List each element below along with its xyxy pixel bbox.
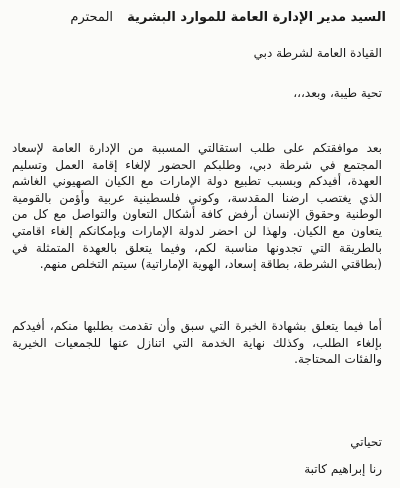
signature-name: رنا إبراهيم كاتبة (304, 462, 382, 476)
greeting: تحية طيبة، وبعد،،، (293, 86, 382, 100)
addressee: السيد مدير الإدارة العامة للموارد البشرية (127, 10, 386, 25)
department: القيادة العامة لشرطة دبي (253, 46, 382, 60)
body-paragraph-1: بعد موافقتكم على طلب استقالتي المسببة من الإدارة العامة لإسعاد المجتمع في شرطة دبي، وطلبكم الحضور لإلغاء إقامة العمل وتسليم العهدة، أفيدكم وبسبب تطبيع دولة الإمارات مع الكيان الصهيوني الغاشم الذي يغتصب ارضنا المقدسة، وكوني فلسطينية عربية وأؤمن بالقومية الوطنية وحقوق الإنسان أرفض كافة أشكال التعاون والتواصل مع كل من يتعاون مع الكيان. ولهذا لن احضر لدولة الإمارات وبإمكانكم إلغاء اقامتي بالطريقة التي تجدونها مناسبة لكم، وفيما يتعلق بالعهدة المتمثلة في (بطاقتي الشرطة، بطاقة إسعاد، الهوية الإماراتية) سيتم التخلص منهم. (12, 141, 382, 272)
body-paragraph-2: أما فيما يتعلق بشهادة الخبرة التي سبق وأن تقدمت بطلبها منكم، أفيدكم بإلغاء الطلب، وكذلك نهاية الخدمة التي اتنازل عنها للجمعيات الخيرية والفئات المحتاجة. (12, 319, 382, 367)
closing: تحياتي (350, 435, 382, 449)
addressee-line (14, 6, 386, 30)
honorific: المحترم (70, 10, 114, 25)
